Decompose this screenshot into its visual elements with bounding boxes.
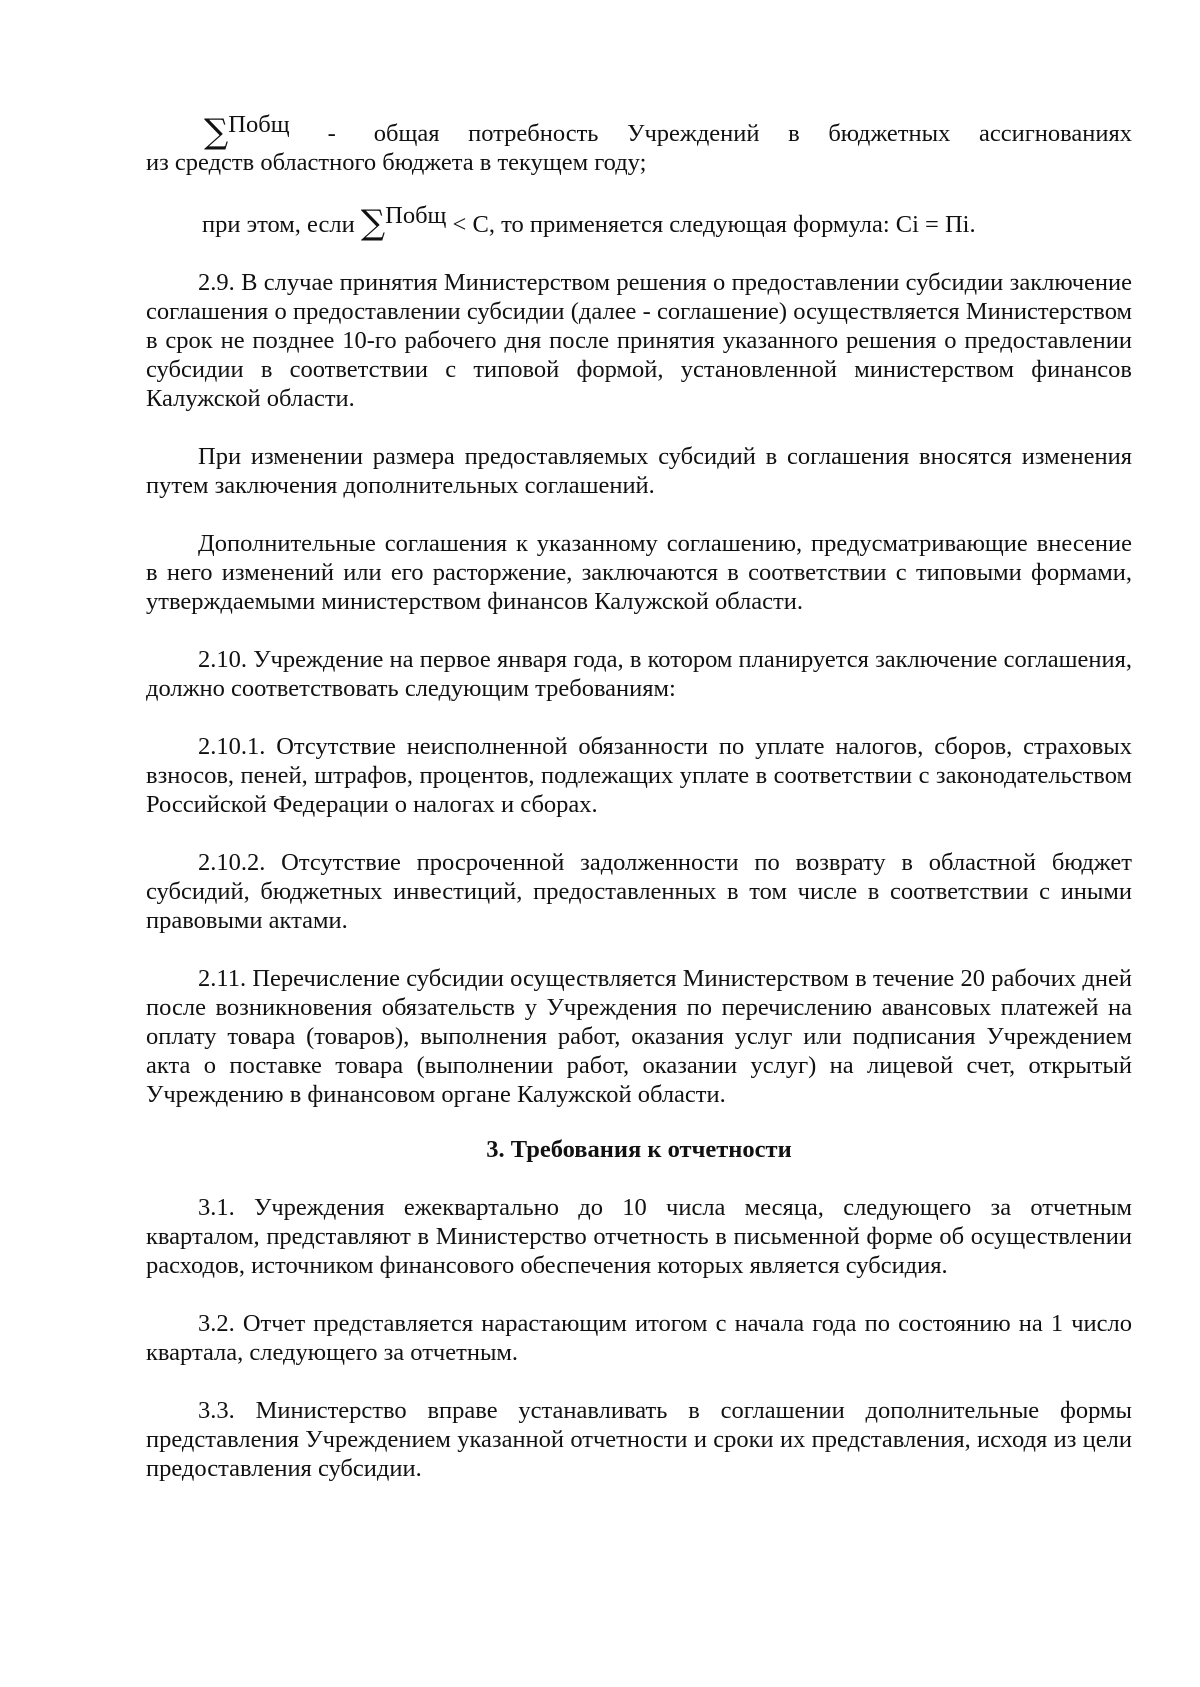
condition-variable: Побщ [385,202,447,229]
paragraph-2-9: 2.9. В случае принятия Министерством решения о предоставлении субсидии заключение соглашения о предоставлении субсидии (далее - соглашение) осуществляется Министерством в срок не позднее 10-го рабочего дня после принятия указанного решения о предоставлении субсидии в соответствии с типовой формой, установленной министерством финансов Калужской области. [146,269,1132,412]
formula-definition-words: общая потребность Учреждений в бюджетных ассигнованиях [373,120,1132,147]
formula-condition [146,202,1132,243]
section-heading-3: 3. Требования к отчетности [486,1136,792,1163]
formula-dash: - [327,120,336,147]
paragraph-2-10: 2.10. Учреждение на первое января года, в котором планируется заключение соглашения, должно соответствовать следующим требованиям: [146,646,1132,702]
paragraph-2-11: 2.11. Перечисление субсидии осуществляется Министерством в течение 20 рабочих дней после возникновения обязательств у Учреждения по перечислению авансовых платежей на оплату товара (товаров), выполнения работ, оказания услуг или подписания Учреждением акта о поставке товара (выполнении работ, оказании услуг) на лицевой счет, открытый Учреждению в финансовом органе Калужской области. [146,965,1132,1108]
paragraph-2-10-1: 2.10.1. Отсутствие неисполненной обязанности по уплате налогов, сборов, страховых взносов, пеней, штрафов, процентов, подлежащих уплате в соответствии с законодательством Российской Федерации о налогах и сборах. [146,733,1132,818]
condition-suffix: то применяется следующая формула: Сi = Пi. [501,211,976,238]
condition-comparison: < С, [452,211,495,238]
formula-definition-text [374,119,1132,148]
document-body [146,111,1132,1483]
paragraph-3-3: 3.3. Министерство вправе устанавливать в соглашении дополнительные формы представления Учреждением указанной отчетности и сроки их представления, исходя из цели предоставления субсидии. [146,1397,1132,1482]
paragraph-2-10-2: 2.10.2. Отсутствие просроченной задолженности по возврату в областной бюджет субсидий, бюджетных инвестиций, предоставленных в том числе в соответствии с иными правовыми актами. [146,849,1132,934]
paragraph-additional-agreements: Дополнительные соглашения к указанному соглашению, предусматривающие внесение в него изменений или его расторжение, заключаются в соответствии с типовыми формами, утверждаемыми министерством финансов Калужской области. [146,530,1132,615]
paragraph-subsidy-change: При изменении размера предоставляемых субсидий в соглашения вносятся изменения путем заключения дополнительных соглашений. [146,443,1132,499]
paragraph-3-2: 3.2. Отчет представляется нарастающим итогом с начала года по состоянию на 1 число квартала, следующего за отчетным. [146,1310,1132,1366]
formula-variable: Побщ [228,111,290,138]
paragraph-3-1: 3.1. Учреждения ежеквартально до 10 числа месяца, следующего за отчетным кварталом, представляют в Министерство отчетность в письменной форме об осуществлении расходов, источником финансового обеспечения которых является субсидия. [146,1194,1132,1279]
sum-symbol: ∑ [360,203,386,243]
condition-prefix: при этом, если [202,211,355,238]
formula-symbol-group [146,111,290,152]
sum-symbol: ∑ [204,112,229,152]
formula-definition-line [146,111,1132,152]
formula-definition-continuation: из средств областного бюджета в текущем году; [146,149,647,176]
